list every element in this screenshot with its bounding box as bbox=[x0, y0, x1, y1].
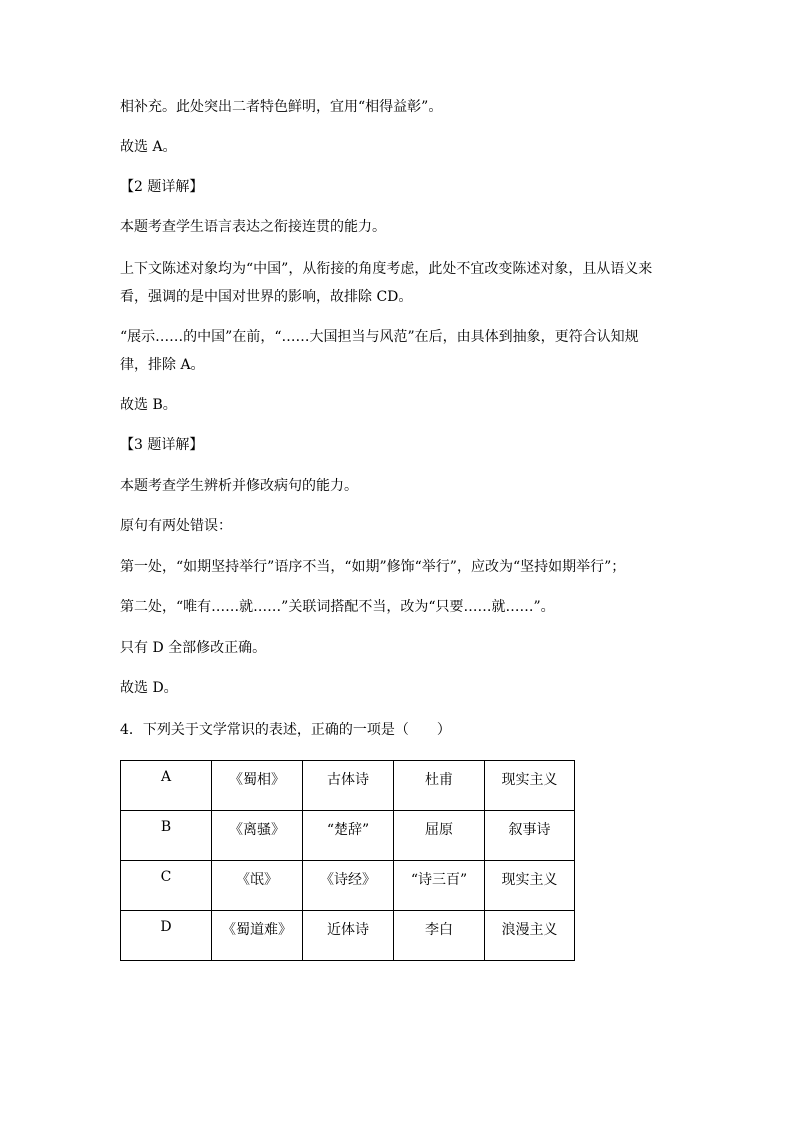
paragraph-line: 原句有两处错误： bbox=[120, 518, 232, 534]
table-cell: A bbox=[121, 761, 212, 811]
paragraph-line: 律，排除 A。 bbox=[120, 357, 205, 373]
section-heading-2: 【2 题详解】 bbox=[120, 179, 204, 195]
table-cell: 《离骚》 bbox=[212, 811, 303, 861]
options-table bbox=[120, 760, 575, 961]
table-cell: 《氓》 bbox=[212, 861, 303, 911]
table-cell: 《诗经》 bbox=[303, 861, 394, 911]
table-cell: 浪漫主义 bbox=[485, 911, 575, 961]
question-4-stem: 4．下列关于文学常识的表述，正确的一项是（ ） bbox=[120, 722, 451, 738]
table-row bbox=[121, 761, 575, 811]
paragraph-line: 看，强调的是中国对世界的影响，故排除 CD。 bbox=[120, 289, 413, 305]
paragraph-line: 本题考查学生辨析并修改病句的能力。 bbox=[120, 478, 358, 494]
table-cell: 屈原 bbox=[394, 811, 485, 861]
table-cell: B bbox=[121, 811, 212, 861]
section-heading-3: 【3 题详解】 bbox=[120, 437, 204, 453]
table-cell: 古体诗 bbox=[303, 761, 394, 811]
table-cell: D bbox=[121, 911, 212, 961]
paragraph-line: 第一处，“如期坚持举行”语序不当，“如期”修饰“举行”，应改为“坚持如期举行”； bbox=[120, 559, 626, 575]
paragraph-line: 本题考查学生语言表达之衔接连贯的能力。 bbox=[120, 219, 386, 235]
paragraph-line: 故选 D。 bbox=[120, 680, 178, 696]
table-row bbox=[121, 911, 575, 961]
table-cell: “楚辞” bbox=[303, 811, 394, 861]
table-cell: 李白 bbox=[394, 911, 485, 961]
table-cell: 杜甫 bbox=[394, 761, 485, 811]
paragraph-line: 相补充。此处突出二者特色鲜明，宜用“相得益彰”。 bbox=[120, 99, 443, 115]
table-cell: 现实主义 bbox=[485, 761, 575, 811]
table-cell: 《蜀相》 bbox=[212, 761, 303, 811]
table-cell: “诗三百” bbox=[394, 861, 485, 911]
paragraph-line: 故选 B。 bbox=[120, 397, 177, 413]
paragraph-line: 故选 A。 bbox=[120, 139, 177, 155]
table-cell: 叙事诗 bbox=[485, 811, 575, 861]
paragraph-line: “展示……的中国”在前，“……大国担当与风范”在后，由具体到抽象，更符合认知规 bbox=[120, 329, 639, 345]
paragraph-line: 上下文陈述对象均为“中国”，从衔接的角度考虑，此处不宜改变陈述对象，且从语义来 bbox=[120, 261, 653, 277]
table-row bbox=[121, 861, 575, 911]
table-cell: 现实主义 bbox=[485, 861, 575, 911]
paragraph-line: 第二处，“唯有……就……”关联词搭配不当，改为“只要……就……”。 bbox=[120, 599, 555, 615]
table-cell: C bbox=[121, 861, 212, 911]
table-cell: 近体诗 bbox=[303, 911, 394, 961]
paragraph-line: 只有 D 全部修改正确。 bbox=[120, 640, 267, 656]
table-cell: 《蜀道难》 bbox=[212, 911, 303, 961]
table-row bbox=[121, 811, 575, 861]
